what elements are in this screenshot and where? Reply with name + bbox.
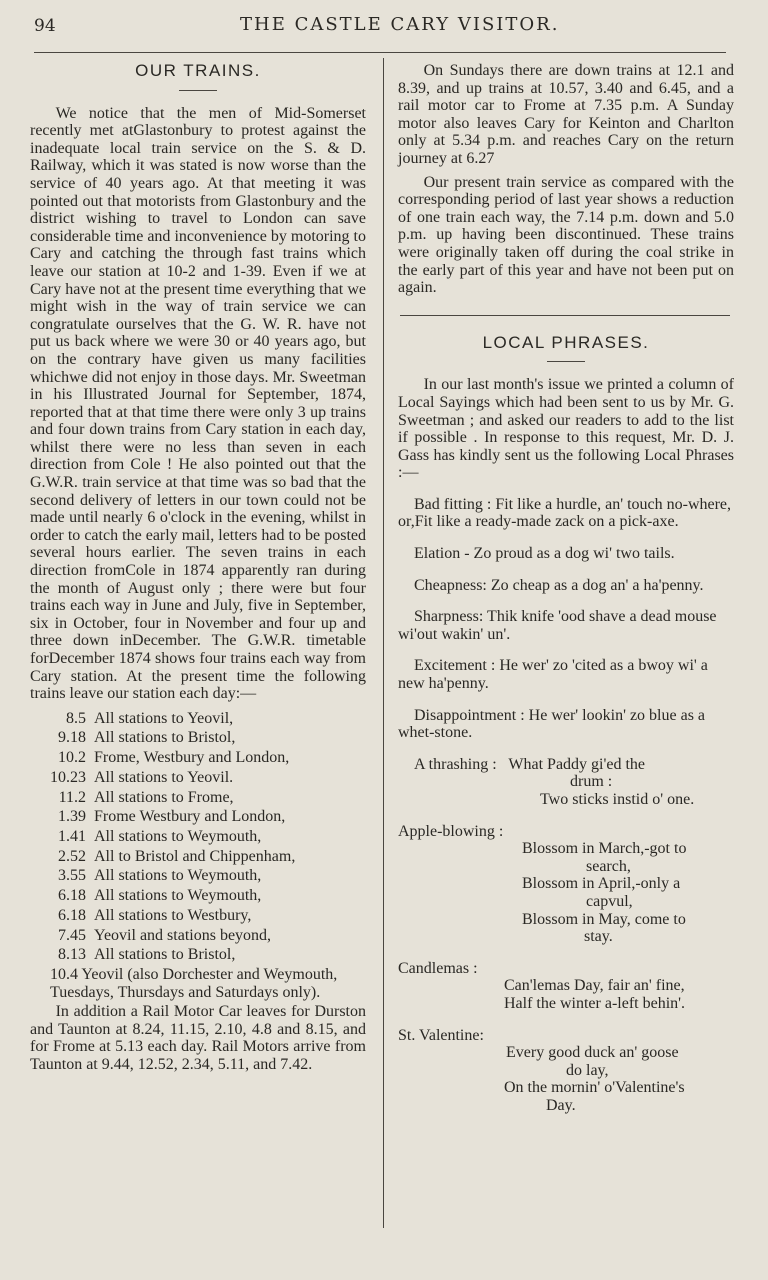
phrase-verse-thrashing [398,756,734,809]
train-destination: All stations to Frome, [94,788,234,806]
train-time: 11.2 [58,788,86,806]
running-title: THE CASTLE CARY VISITOR. [240,14,560,35]
phrase-text: Thik knife 'ood shave a dead mouse wi'out wakin' un'. [398,608,717,643]
train-time: 8.5 [66,709,86,727]
phrase-verse-valentine [398,1027,734,1115]
section-rule [400,315,730,316]
verse-line: drum : [570,773,613,791]
phrase-entry [398,608,734,643]
timetable-row [30,866,366,886]
phrase-term: A thrashing : [414,755,497,773]
phrase-text: Zo cheap as a dog an' a ha'penny. [490,576,704,594]
trains-paragraph-1: We notice that the men of Mid-Somerset recently met atGlastonbury to protest against the inadequate local train service on the S. & D. Railway, which it was stated is now worse than the service of 40 years ago. At that meeting it was pointed out that motorists from Glastonbury and the district wishing to travel to London can save considerable time and inconvenience by motoring to Cary and catching the through fast trains which leave our station at 10-2 and 1-39. Even if we at Cary have not at the present time everything that we might wish in the way of train service we can congratulate ourselves that the G. W. R. have not put us back where we were 30 or 40 years ago, but on the contrary have given us many facilities whichwe did not enjoy in those days. Mr. Sweetman in his Illustrated Journal for September, 1874, reported that at that time there were only 3 up trains and four down trains from Cary station in each day, whilst there were no less than seven in each direction from Cole ! He also pointed out that the G.W.R. train service at that time was so bad that the second delivery of letters in our town could not be made until nearly 6 o'clock in the evening, whilst in order to catch the early mail, letters had to be posted several hours earlier. The seven trains in each direction fromCole in 1874 apparently ran during the month of August only ; there were but four trains each way in June and July, five in September, six in October, four in November and four up and three down inDecember. The G.W.R. timetable forDecember 1874 shows four trains each way from Cary station. At the present time the following trains leave our station each day:— [30,104,366,703]
verse-line: Blossom in May, come to [522,910,686,928]
train-time: 1.39 [58,808,86,826]
train-destination: All stations to Weymouth, [94,828,262,845]
train-time: 1.41 [58,828,86,845]
phrase-term: Sharpness: [414,608,484,626]
heading-rule [547,361,585,362]
phrase-text: He wer' zo 'cited as a bwoy wi' a new ha'penny. [398,657,708,693]
right-column [398,62,734,1129]
train-destination: All stations to Bristol, [94,946,236,964]
trains-paragraph-4: Our present train service as compared with the corresponding period of last year shows a reduction of one train each way, the 7.14 p.m. down and 5.0 p.m. up having been discontinued. These trains were originally taken off during the coal strike in the early part of this year and have not been put on again. [398,173,734,297]
train-destination: All stations to Weymouth, [94,887,262,905]
timetable-row [30,847,366,867]
verse-line: stay. [584,928,613,946]
verse-line: Can'lemas Day, fair an' fine, [504,977,685,995]
header-rule [34,52,726,53]
heading-rule [179,90,217,91]
timetable [30,709,366,1001]
train-destination: Yeovil (also Dorchester and Weymouth, Tuesdays, Thursdays and Saturdays only). [50,965,338,1001]
phrases-heading: LOCAL PHRASES. [482,332,650,352]
verse-line: Every good duck an' goose [506,1044,679,1062]
train-destination: All stations to Weymouth, [94,867,262,885]
timetable-row [30,945,366,965]
verse-line: Two sticks instid o' one. [540,791,695,808]
verse-line: Half the winter a-left behin'. [504,994,686,1012]
timetable-row [30,768,366,788]
phrase-entry [398,545,734,563]
train-time: 10.2 [58,749,86,767]
verse-line: Blossom in April,-only a [522,875,681,893]
train-destination: All stations to Yeovil. [94,768,234,786]
verse-line: Day. [546,1096,576,1114]
left-column [30,62,366,1079]
phrases-intro: In our last month's issue we printed a column of Local Sayings which had been sent to us by Mr. G. Sweetman ; and asked our readers to add to the list if possible . In response to this request, Mr. D. J. Gass has kindly sent us the following Local Phrases :— [398,376,734,482]
phrase-text: Zo proud as a dog wi' two tails. [473,545,675,563]
train-time: 6.18 [58,887,86,905]
train-time: 8.13 [58,946,86,964]
timetable-row [30,788,366,808]
phrase-entry [398,707,734,742]
phrase-term: Bad fitting : [414,495,492,513]
phrase-term: Excitement : [414,657,496,675]
trains-heading: OUR TRAINS. [135,61,261,80]
page-header [0,0,768,60]
trains-paragraph-3: On Sundays there are down trains at 12.1 and 8.39, and up trains at 10.57, 3.40 and 6.45, and a rail motor car to Frome at 7.35 p.m. A Sunday motor also leaves Cary for Keinton and Charlton only at 5.34 p.m. and reaches Cary on the return journey at 6.27 [398,62,734,167]
train-time: 9.18 [58,729,86,747]
phrase-entry [398,496,734,531]
phrase-text: Fit like a hurdle, an' touch no-where, or,Fit like a ready-made zack on a pick-axe. [398,495,732,531]
train-destination: All stations to Yeovil, [94,709,234,727]
phrase-term: Elation - [414,545,470,563]
verse-line: Blossom in March,-got to [522,840,687,858]
phrase-verse-apple-blowing [398,823,734,946]
timetable-row [30,728,366,748]
timetable-row [30,827,366,847]
train-destination: All to Bristol and Chippenham, [94,847,296,865]
train-time: 2.52 [58,847,86,865]
verse-line: What Paddy gi'ed the [508,755,646,773]
verse-line: On the mornin' o'Valentine's [504,1079,685,1097]
verse-line: capvul, [586,892,633,910]
phrase-verse-candlemas [398,960,734,1013]
phrase-term: St. Valentine: [398,1026,484,1044]
phrase-term: Disappointment : [414,706,525,724]
train-destination: All stations to Bristol, [94,729,236,747]
train-time: 3.55 [58,867,86,885]
timetable-row [30,807,366,827]
train-time: 6.18 [58,906,86,924]
page-number: 94 [34,16,56,36]
phrase-text: He wer' lookin' zo blue as a whet-stone. [398,706,706,742]
train-time: 10.4 [50,965,78,983]
phrase-term: Cheapness: [414,576,487,594]
timetable-last-entry [30,966,366,1001]
timetable-row [30,926,366,946]
timetable-row [30,886,366,906]
train-time: 7.45 [58,926,86,944]
phrase-entry [398,657,734,692]
verse-line: search, [586,857,631,875]
timetable-row [30,906,366,926]
trains-paragraph-2: In addition a Rail Motor Car leaves for Durston and Taunton at 8.24, 11.15, 2.10, 4.8 and 8.15, and for Frome at 5.13 each day. Rail Motors arrive from Taunton at 9.44, 12.52, 2.34, 5.11, and 7.42. [30,1003,366,1073]
train-destination: Yeovil and stations beyond, [94,926,272,944]
timetable-row [30,748,366,768]
train-destination: All stations to Westbury, [94,906,252,924]
verse-line: do lay, [566,1061,609,1079]
train-destination: Frome Westbury and London, [94,808,286,826]
phrase-term: Apple-blowing : [398,822,504,840]
train-time: 10.23 [50,768,86,786]
phrase-entry [398,577,734,595]
timetable-row [30,709,366,729]
phrase-term: Candlemas : [398,959,478,977]
train-destination: Frome, Westbury and London, [94,749,290,767]
column-divider [383,58,384,1228]
